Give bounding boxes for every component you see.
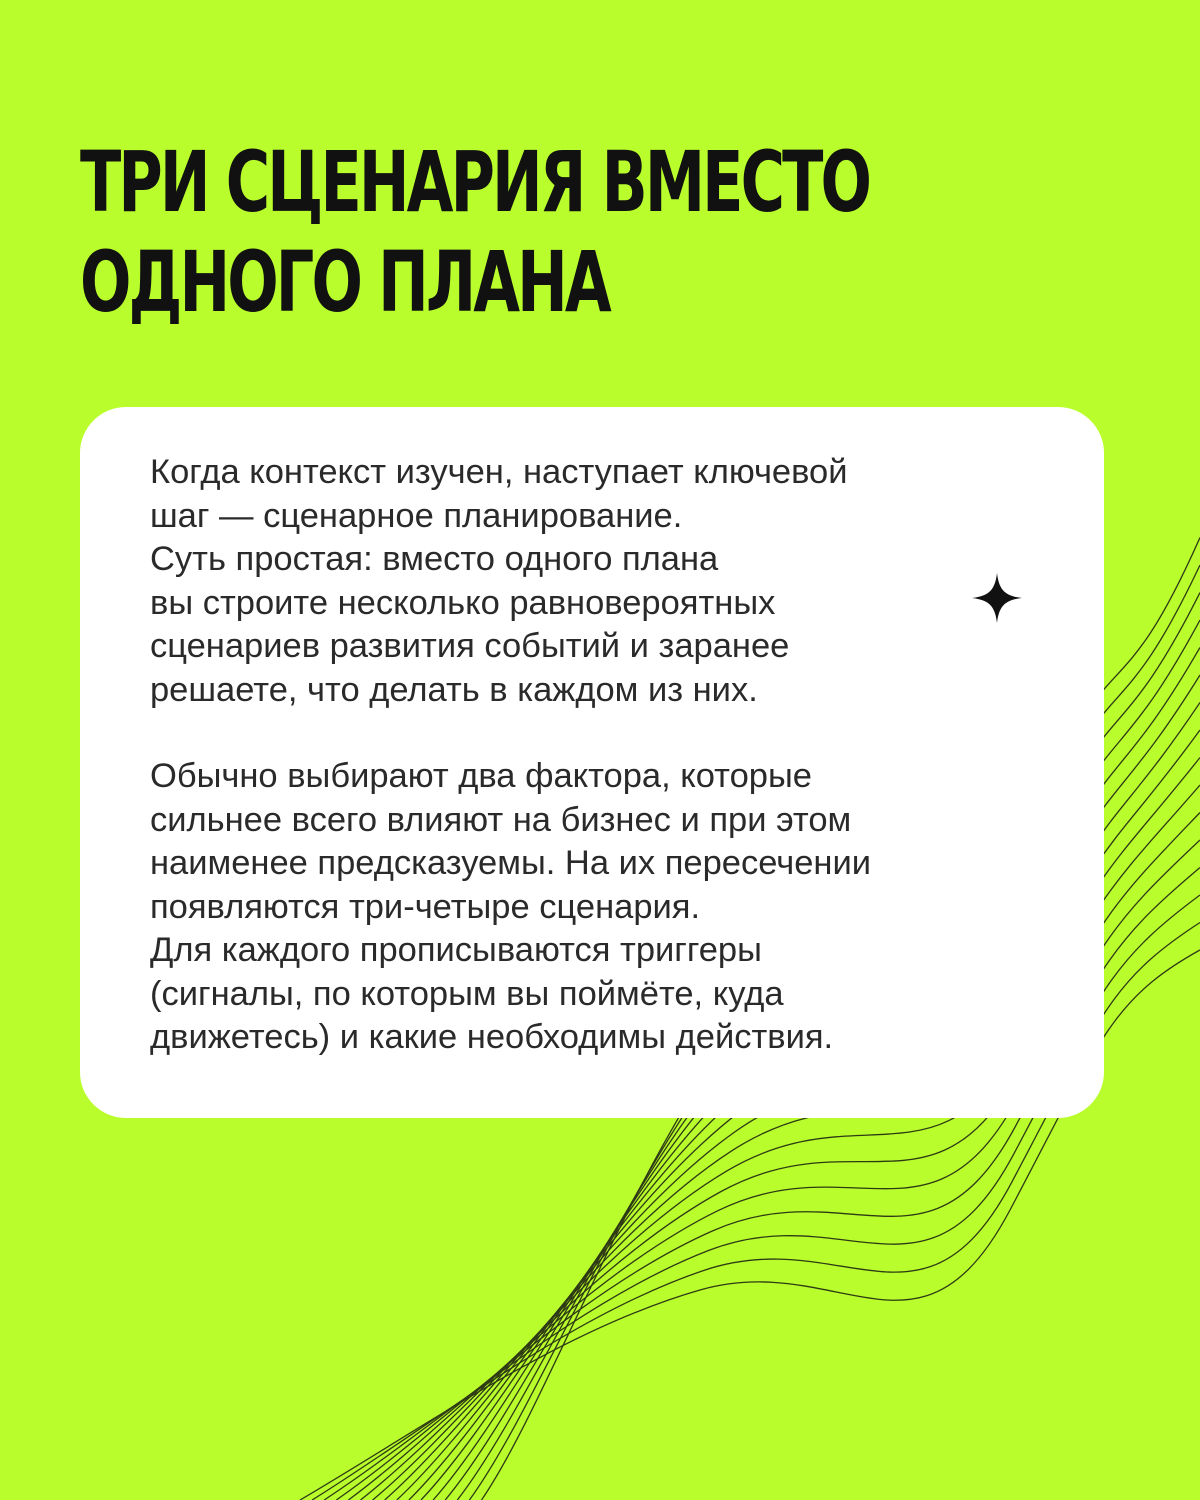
- title-line: ТРИ СЦЕНАРИЯ ВМЕСТО: [80, 133, 869, 231]
- text-line: Когда контекст изучен, наступает ключевой: [150, 453, 848, 491]
- page-title: [80, 132, 869, 332]
- text-line: Обычно выбирают два фактора, которые: [150, 757, 812, 795]
- text-line: Суть простая: вместо одного плана: [150, 540, 719, 578]
- text-line: движетесь) и какие необходимы действия.: [150, 1018, 834, 1056]
- text-line: решаете, что делать в каждом из них.: [150, 670, 758, 709]
- paragraph-details: [150, 755, 1044, 1060]
- text-line: вы строите несколько равновероятных: [150, 583, 776, 622]
- text-line: появляются три-четыре сценария.: [150, 887, 701, 926]
- title-line: ОДНОГО ПЛАНА: [80, 233, 609, 331]
- text-line: сценариев развития событий и заранее: [150, 627, 790, 665]
- text-line: шаг — сценарное планирование.: [150, 496, 683, 535]
- text-card: [80, 407, 1104, 1118]
- paragraph-intro: [150, 451, 1044, 712]
- text-line: наименее предсказуемы. На их пересечении: [150, 844, 872, 882]
- four-point-star-icon: [972, 573, 1022, 623]
- text-line: сильнее всего влияют на бизнес и при этом: [150, 800, 852, 839]
- text-line: (сигналы, по которым вы поймёте, куда: [150, 974, 784, 1013]
- text-line: Для каждого прописываются триггеры: [150, 931, 762, 969]
